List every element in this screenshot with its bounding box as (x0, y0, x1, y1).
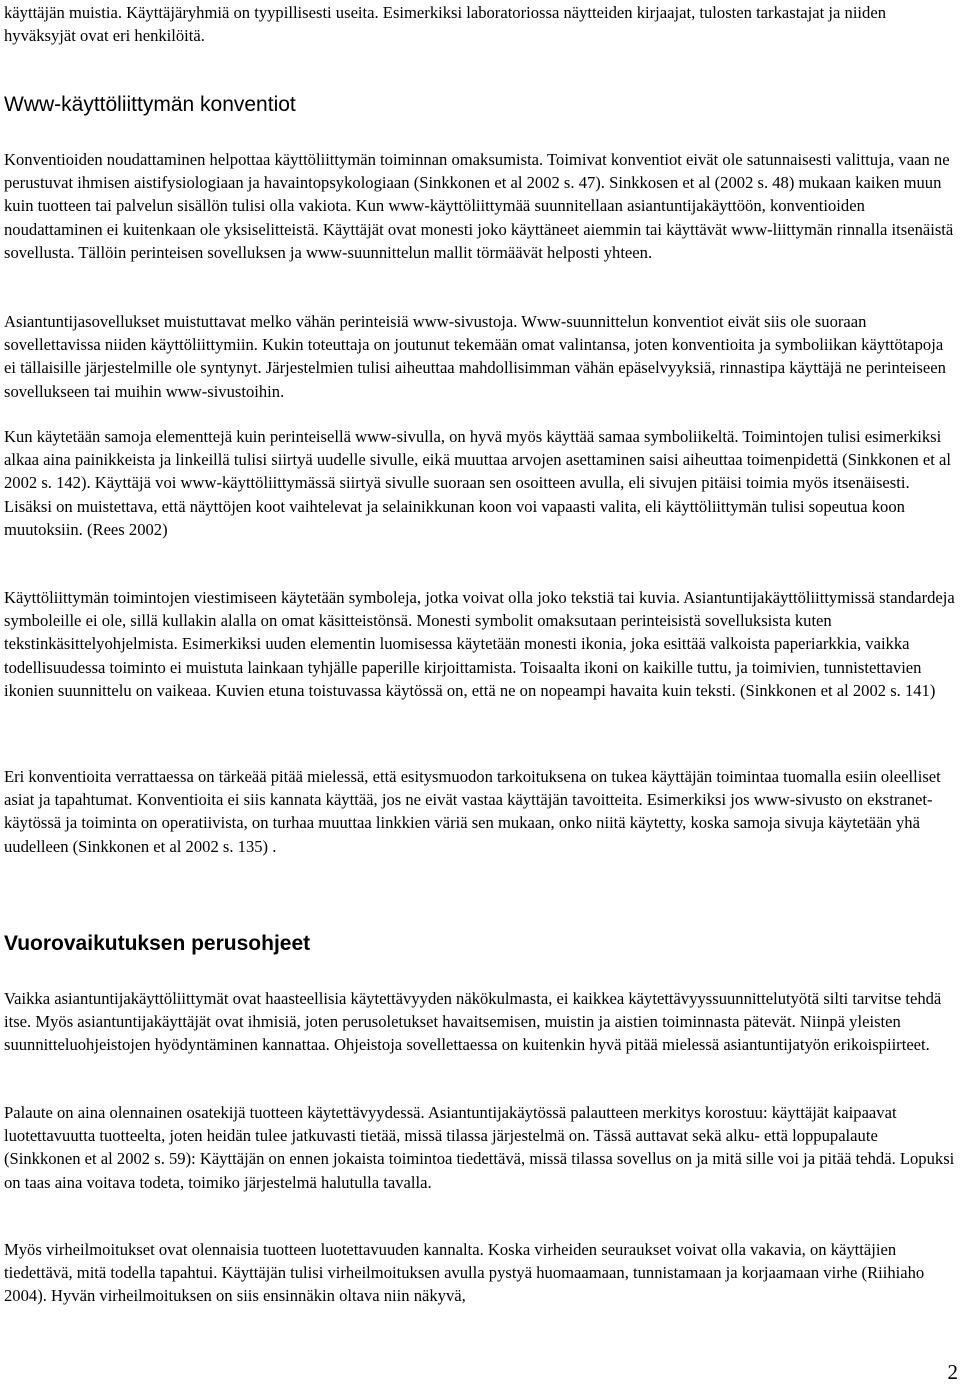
section-heading: Vuorovaikutuksen perusohjeet (4, 932, 311, 955)
paragraph: Kun käytetään samoja elementtejä kuin perinteisellä www-sivulla, on hyvä myös käyttää samaa symboliikeltä. Toimintojen tulisi esimerkiksi alkaa aina painikkeista ja linkeillä tulisi siirtyä uudelle sivulle, eikä muuttaa arvojen asettaminen saisi aiheuttaa toimenpidettä (Sinkkonen et al 2002 s. 142). Käyttäjä voi www-käyttöliittymässä siirtyä sivulle suoraan sen osoitteen avulla, eli sivujen pitäisi toimia myös itsenäisesti. Lisäksi on muistettava, että näyttöjen koot vaihtelevat ja selainikkunan koon voi vapaasti valita, eli käyttöliittymän tulisi sopeutua koon muutoksiin. (Rees 2002) (4, 427, 951, 539)
paragraph: Eri konventioita verrattaessa on tärkeää pitää mielessä, että esitysmuodon tarkoituksena on tukea käyttäjän toimintaa tuomalla esiin oleelliset asiat ja tapahtumat. Konventioita ei siis kannata käyttää, jos ne eivät vastaa käyttäjän tavoitteita. Esimerkiksi jos www-sivusto on ekstranet-käytössä ja toiminta on operatiivista, on turhaa muuttaa linkkien väriä sen mukaan, onko niitä käytetty, koska samoja sivuja käytetään yhä uudelleen (Sinkkonen et al 2002 s. 135) . (4, 767, 941, 856)
paragraph: Asiantuntijasovellukset muistuttavat melko vähän perinteisiä www-sivustoja. Www-suunnittelun konventiot eivät siis ole suoraan sovellettavissa niiden käyttöliittymiin. Kukin toteuttaja on joutunut tekemään omat valintansa, joten konventioita ja symboliikan käyttötapoja ei tällaisille järjestelmille ole syntynyt. Järjestelmien tulisi aiheuttaa mahdollisimman vähän epäselvyyksiä, rinnastipa käyttäjä ne perinteiseen sovellukseen tai muihin www-sivustoihin. (4, 312, 946, 401)
section-heading: Www-käyttöliittymän konventiot (4, 93, 296, 116)
paragraph: Konventioiden noudattaminen helpottaa käyttöliittymän toiminnan omaksumista. Toimivat konventiot eivät ole satunnaisesti valittuja, vaan ne perustuvat ihmisen aistifysiologiaan ja havaintopsykologiaan (Sinkkonen et al 2002 s. 47). Sinkkosen et al (2002 s. 48) mukaan kaiken muun kuin tuotteen tai palvelun sisällön tulisi olla vakiota. Kun www-käyttöliittymää suunnitellaan asiantuntijakäyttöön, konventioiden noudattaminen ei kuitenkaan ole yksiselitteistä. Käyttäjät ovat monesti joko käyttäneet aiemmin tai käyttävät www-liittymän rinnalla itsenäistä sovellusta. Tällöin perinteisen sovelluksen ja www-suunnittelun mallit törmäävät helposti yhteen. (4, 150, 954, 262)
paragraph: Myös virheilmoitukset ovat olennaisia tuotteen luotettavuuden kannalta. Koska virheiden seuraukset voivat olla vakavia, on käyttäjien tiedettävä, mitä todella tapahtui. Käyttäjän tulisi virheilmoituksen avulla pystyä huomaamaan, tunnistamaan ja korjaamaan virhe (Riihiaho 2004). Hyvän virheilmoituksen on siis ensinnäkin oltava niin näkyvä, (4, 1240, 925, 1306)
page-number: 2 (947, 1360, 958, 1384)
paragraph: Käyttöliittymän toimintojen viestimiseen käytetään symboleja, jotka voivat olla joko tekstiä tai kuvia. Asiantuntijakäyttöliittymissä standardeja symboleille ei ole, sillä kullakin alalla on omat käsitteistönsä. Monesti symbolit omaksutaan perinteisistä sovelluksista kuten tekstinkäsittelyohjelmista. Esimerkiksi uuden elementin luomisessa käytetään monesti ikonia, joka esittää valkoista paperiarkkia, vaikka todellisuudessa toiminto ei muistuta lainkaan tyhjälle paperille kirjoittamista. Toisaalta ikoni on kaikille tuttu, ja toimivien, tunnistettavien ikonien suunnittelu on vaikeaa. Kuvien etuna toistuvassa käytössä on, että ne on nopeampi havaita kuin teksti. (Sinkkonen et al 2002 s. 141) (4, 588, 955, 700)
paragraph: Palaute on aina olennainen osatekijä tuotteen käytettävyydessä. Asiantuntijakäytössä palautteen merkitys korostuu: käyttäjät kaipaavat luotettavuutta tuotteelta, joten heidän tulee jatkuvasti tietää, missä tilassa järjestelmä on. Tässä auttavat sekä alku- että loppupalaute (Sinkkonen et al 2002 s. 59): Käyttäjän on ennen jokaista toimintoa tiedettävä, missä tilassa sovellus on ja mitä sille voi ja pitää tehdä. Lopuksi on taas aina voitava todeta, toimiko järjestelmä halutulla tavalla. (4, 1103, 955, 1192)
paragraph: käyttäjän muistia. Käyttäjäryhmiä on tyypillisesti useita. Esimerkiksi laboratoriossa näytteiden kirjaajat, tulosten tarkastajat ja niiden hyväksyjät ovat eri henkilöitä. (4, 3, 887, 46)
paragraph: Vaikka asiantuntijakäyttöliittymät ovat haasteellisia käytettävyyden näkökulmasta, ei kaikkea käytettävyyssuunnittelutyötä silti tarvitse tehdä itse. Myös asiantuntijakäyttäjät ovat ihmisiä, joten perusoletukset havaitsemisen, muistin ja aistien toiminnasta pätevät. Niinpä yleisten suunnitteluohjeistojen hyödyntäminen kannattaa. Ohjeistoja sovellettaessa on kuitenkin hyvä pitää mielessä asiantuntijatyön erikoispiirteet. (4, 989, 942, 1055)
